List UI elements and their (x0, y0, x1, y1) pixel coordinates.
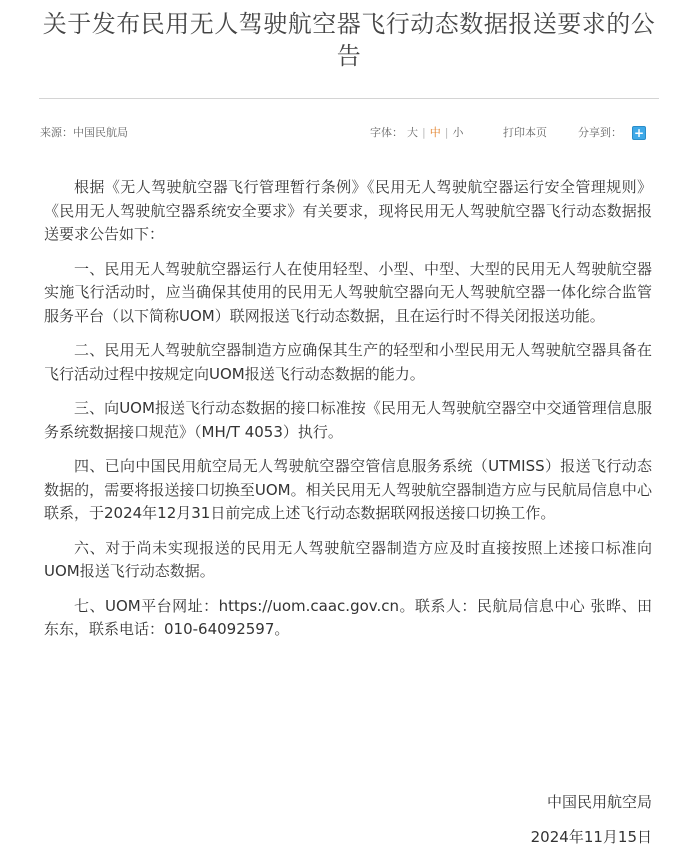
font-size-separator: | (444, 126, 449, 139)
body-paragraph: 三、向UOM报送飞行动态数据的接口标准按《民用无人驾驶航空器空中交通管理信息服务系统数据接口规范》（MH/T 4053）执行。 (44, 399, 652, 441)
font-size-control (370, 125, 467, 141)
title-divider (39, 98, 659, 99)
plus-icon: + (633, 126, 645, 140)
share-button[interactable] (632, 126, 646, 140)
font-size-label: 字体： (370, 126, 403, 139)
print-page-link[interactable]: 打印本页 (503, 126, 547, 139)
font-size-medium[interactable]: 中 (429, 126, 441, 139)
body-paragraph: 四、已向中国民用航空局无人驾驶航空器空管信息服务系统（UTMISS）报送飞行动态数据的，需要将报送接口切换至UOM。相关民用无人驾驶航空器制造方应与民航局信息中心联系，于2024年12月31日前完成上述飞行动态数据联网报送接口切换工作。 (44, 457, 652, 522)
body-paragraph: 六、对于尚未实现报送的民用无人驾驶航空器制造方应及时直接按照上述接口标准向UOM报送飞行动态数据。 (44, 538, 652, 580)
article-source: 来源：中国民航局 (40, 126, 128, 139)
font-size-separator: | (422, 126, 426, 139)
body-paragraph: 根据《无人驾驶航空器飞行管理暂行条例》《民用无人驾驶航空器运行安全管理规则》《民用无人驾驶航空器系统安全要求》有关要求，现将民用无人驾驶航空器飞行动态数据报送要求公告如下： (44, 178, 652, 243)
signature-organization: 中国民用航空局 (546, 793, 652, 811)
page-title: 关于发布民用无人驾驶航空器飞行动态数据报送要求的公告 (42, 10, 656, 70)
share-label: 分享到： (578, 126, 622, 139)
font-size-large[interactable]: 大 (407, 126, 418, 139)
body-paragraph: 一、民用无人驾驶航空器运行人在使用轻型、小型、中型、大型的民用无人驾驶航空器实施飞行活动时，应当确保其使用的民用无人驾驶航空器向无人驾驶航空器一体化综合监管服务平台（以下简称UOM）联网报送飞行动态数据，且在运行时不得关闭报送功能。 (44, 259, 652, 325)
signature-date: 2024年11月15日 (530, 828, 652, 846)
font-size-small[interactable]: 小 (452, 126, 464, 139)
body-paragraph: 七、UOM平台网址：https://uom.caac.gov.cn。联系人：民航局信息中心 张晔、田东东，联系电话：010-64092597。 (44, 596, 652, 638)
body-paragraph: 二、民用无人驾驶航空器制造方应确保其生产的轻型和小型民用无人驾驶航空器具备在飞行活动过程中按规定向UOM报送飞行动态数据的能力。 (44, 341, 652, 383)
article-body (44, 176, 652, 653)
